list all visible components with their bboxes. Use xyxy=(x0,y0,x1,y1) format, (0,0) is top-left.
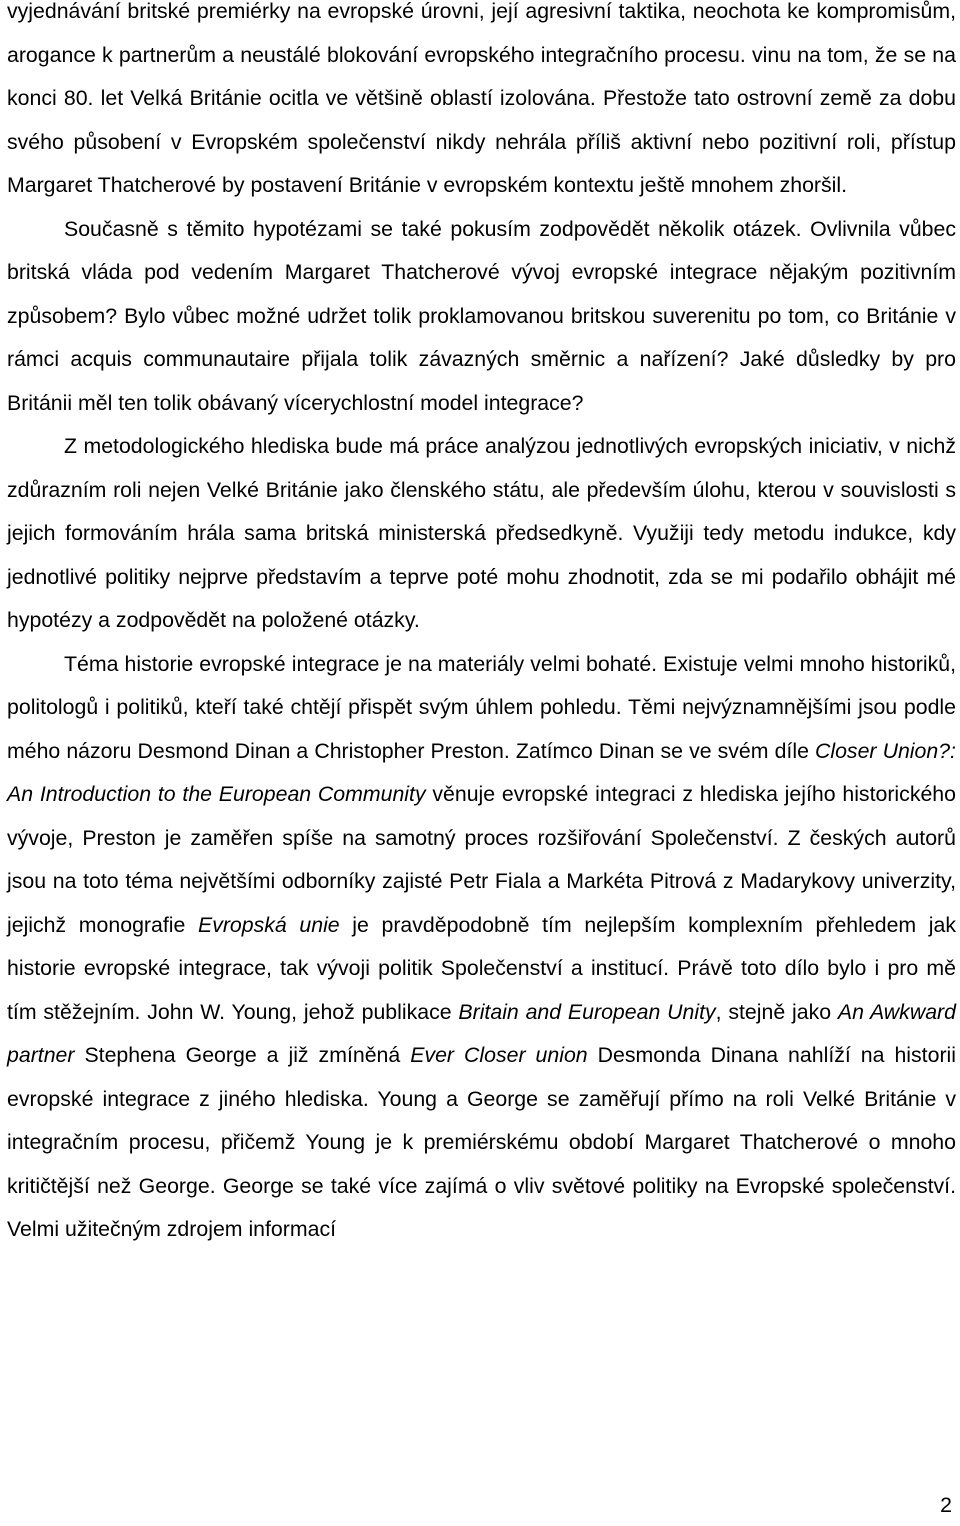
paragraph-4-text: Desmonda Dinana nahlíží na historii evropské integrace z jiného hlediska. Young a George se zaměřují přímo na roli Velké Británie v integračním procesu, přičemž Young je k premiérskému období Margaret Thatcherové o mnoho kritičtější než George. George se také více zajímá o vliv světové politiky na Evropské společenství. Velmi užitečným zdrojem informací xyxy=(7,1043,956,1241)
paragraph-4-text: , stejně jako xyxy=(715,999,838,1024)
book-title-britain-and-european-unity: Britain and European Unity xyxy=(458,999,716,1024)
paragraph-1: vyjednávání britské premiérky na evropské úrovni, její agresivní taktika, neochota ke kompromisům, arogance k partnerům a neustálé blokování evropského integračního procesu. vinu na tom, že se na konci 80. let Velká Británie ocitla ve většině oblastí izolována. Přestože tato ostrovní země za dobu svého působení v Evropském společenství nikdy nehrála příliš aktivní nebo pozitivní roli, přístup Margaret Thatcherové by postavení Británie v evropském kontextu ještě mnohem zhoršil. xyxy=(7,0,956,197)
book-title-closer-union: Closer Union?: An Introduction to the European Community xyxy=(7,738,956,806)
book-title-an-awkward-partner: An Awkward partner xyxy=(7,999,956,1067)
paragraph-3: Z metodologického hlediska bude má práce analýzou jednotlivých evropských iniciativ, v nichž zdůrazním roli nejen Velké Británie jako členského státu, ale především úlohu, kterou v souvislosti s jejich formováním hrála sama britská ministerská předsedkyně. Využiji tedy metodu indukce, kdy jednotlivé politiky nejprve představím a teprve poté mohu zhodnotit, zda se mi podařilo obhájit mé hypotézy a zodpovědět na položené otázky. xyxy=(7,434,956,632)
book-title-evropska-unie: Evropská unie xyxy=(197,912,340,937)
paragraph-4-text: je pravděpodobně tím nejlepším komplexním přehledem jak historie evropské integrace, tak vývoji politik Společenství a institucí. Právě toto dílo bylo i pro mě tím stěžejním. John W. Young, jehož publikace xyxy=(7,912,957,1024)
page-number: 2 xyxy=(940,1493,952,1517)
paragraph-4-text: Stephena George a již zmíněná xyxy=(74,1043,411,1067)
document-page xyxy=(7,0,956,1252)
paragraph-4-text: Téma historie evropské integrace je na materiály velmi bohaté. Existuje velmi mnoho historiků, politologů i politiků, kteří také chtějí přispět svým úhlem pohledu. Těmi nejvýznamnějšími jsou podle mého názoru Desmond Dinan a Christopher Preston. Zatímco Dinan se ve svém díle xyxy=(7,651,956,763)
paragraph-4 xyxy=(7,643,956,1252)
book-title-ever-closer-union: Ever Closer union xyxy=(410,1043,588,1067)
paragraph-4-text: věnuje evropské integraci z hlediska jejího historického vývoje, Preston je zaměřen spíše na samotný proces rozšiřování Společenství. Z českých autorů jsou na toto téma největšími odborníky zajisté Petr Fiala a Markéta Pitrová z Madarykovy univerzity, jejichž monografie xyxy=(7,782,956,937)
paragraph-2: Současně s těmito hypotézami se také pokusím zodpovědět několik otázek. Ovlivnila vůbec britská vláda pod vedením Margaret Thatcherové vývoj evropské integrace nějakým pozitivním způsobem? Bylo vůbec možné udržet tolik proklamovanou britskou suverenitu po tom, co Británie v rámci acquis communautaire přijala tolik závazných směrnic a nařízení? Jaké důsledky by pro Británii měl ten tolik obávaný vícerychlostní model integrace? xyxy=(7,216,956,415)
